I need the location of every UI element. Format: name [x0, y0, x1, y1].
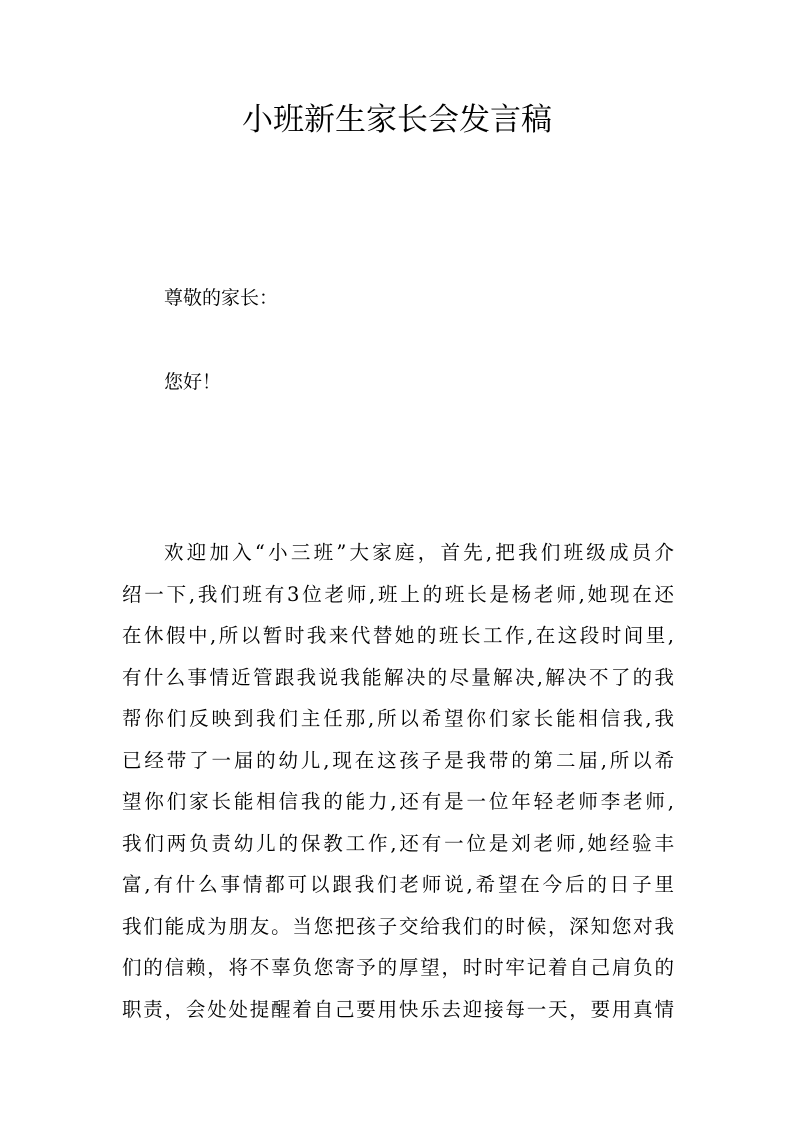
body-line: 望你们家长能相信我的能力,还有是一位年轻老师李老师,: [122, 790, 674, 813]
body-line: 帮你们反映到我们主任那,所以希望你们家长能相信我,我: [122, 707, 674, 730]
body-line: 职责，会处处提醒着自己要用快乐去迎接每一天，要用真情: [122, 997, 674, 1021]
salutation: 尊敬的家长：: [164, 287, 279, 309]
greeting: 您好！: [164, 371, 222, 393]
body-line: 我们能成为朋友。当您把孩子交给我们的时候，深知您对我: [122, 914, 674, 938]
body-line: 绍一下,我们班有3位老师,班上的班长是杨老师,她现在还: [122, 582, 674, 606]
body-line: 有什么事情近管跟我说我能解决的尽量解决,解决不了的我: [122, 665, 674, 689]
body-line: 欢迎加入“小三班”大家庭，首先,把我们班级成员介: [164, 541, 674, 564]
body-paragraph: [122, 532, 674, 1030]
body-line: 我们两负责幼儿的保教工作,还有一位是刘老师,她经验丰: [122, 831, 674, 855]
body-line: 们的信赖，将不辜负您寄予的厚望，时时牢记着自己肩负的: [122, 956, 674, 979]
document-title: 小班新生家长会发言稿: [242, 102, 552, 138]
body-line: 在休假中,所以暂时我来代替她的班长工作,在这段时间里,: [122, 624, 674, 647]
body-line: 富,有什么事情都可以跟我们老师说,希望在今后的日子里: [122, 873, 674, 896]
body-line: 已经带了一届的幼儿,现在这孩子是我带的第二届,所以希: [122, 748, 674, 772]
